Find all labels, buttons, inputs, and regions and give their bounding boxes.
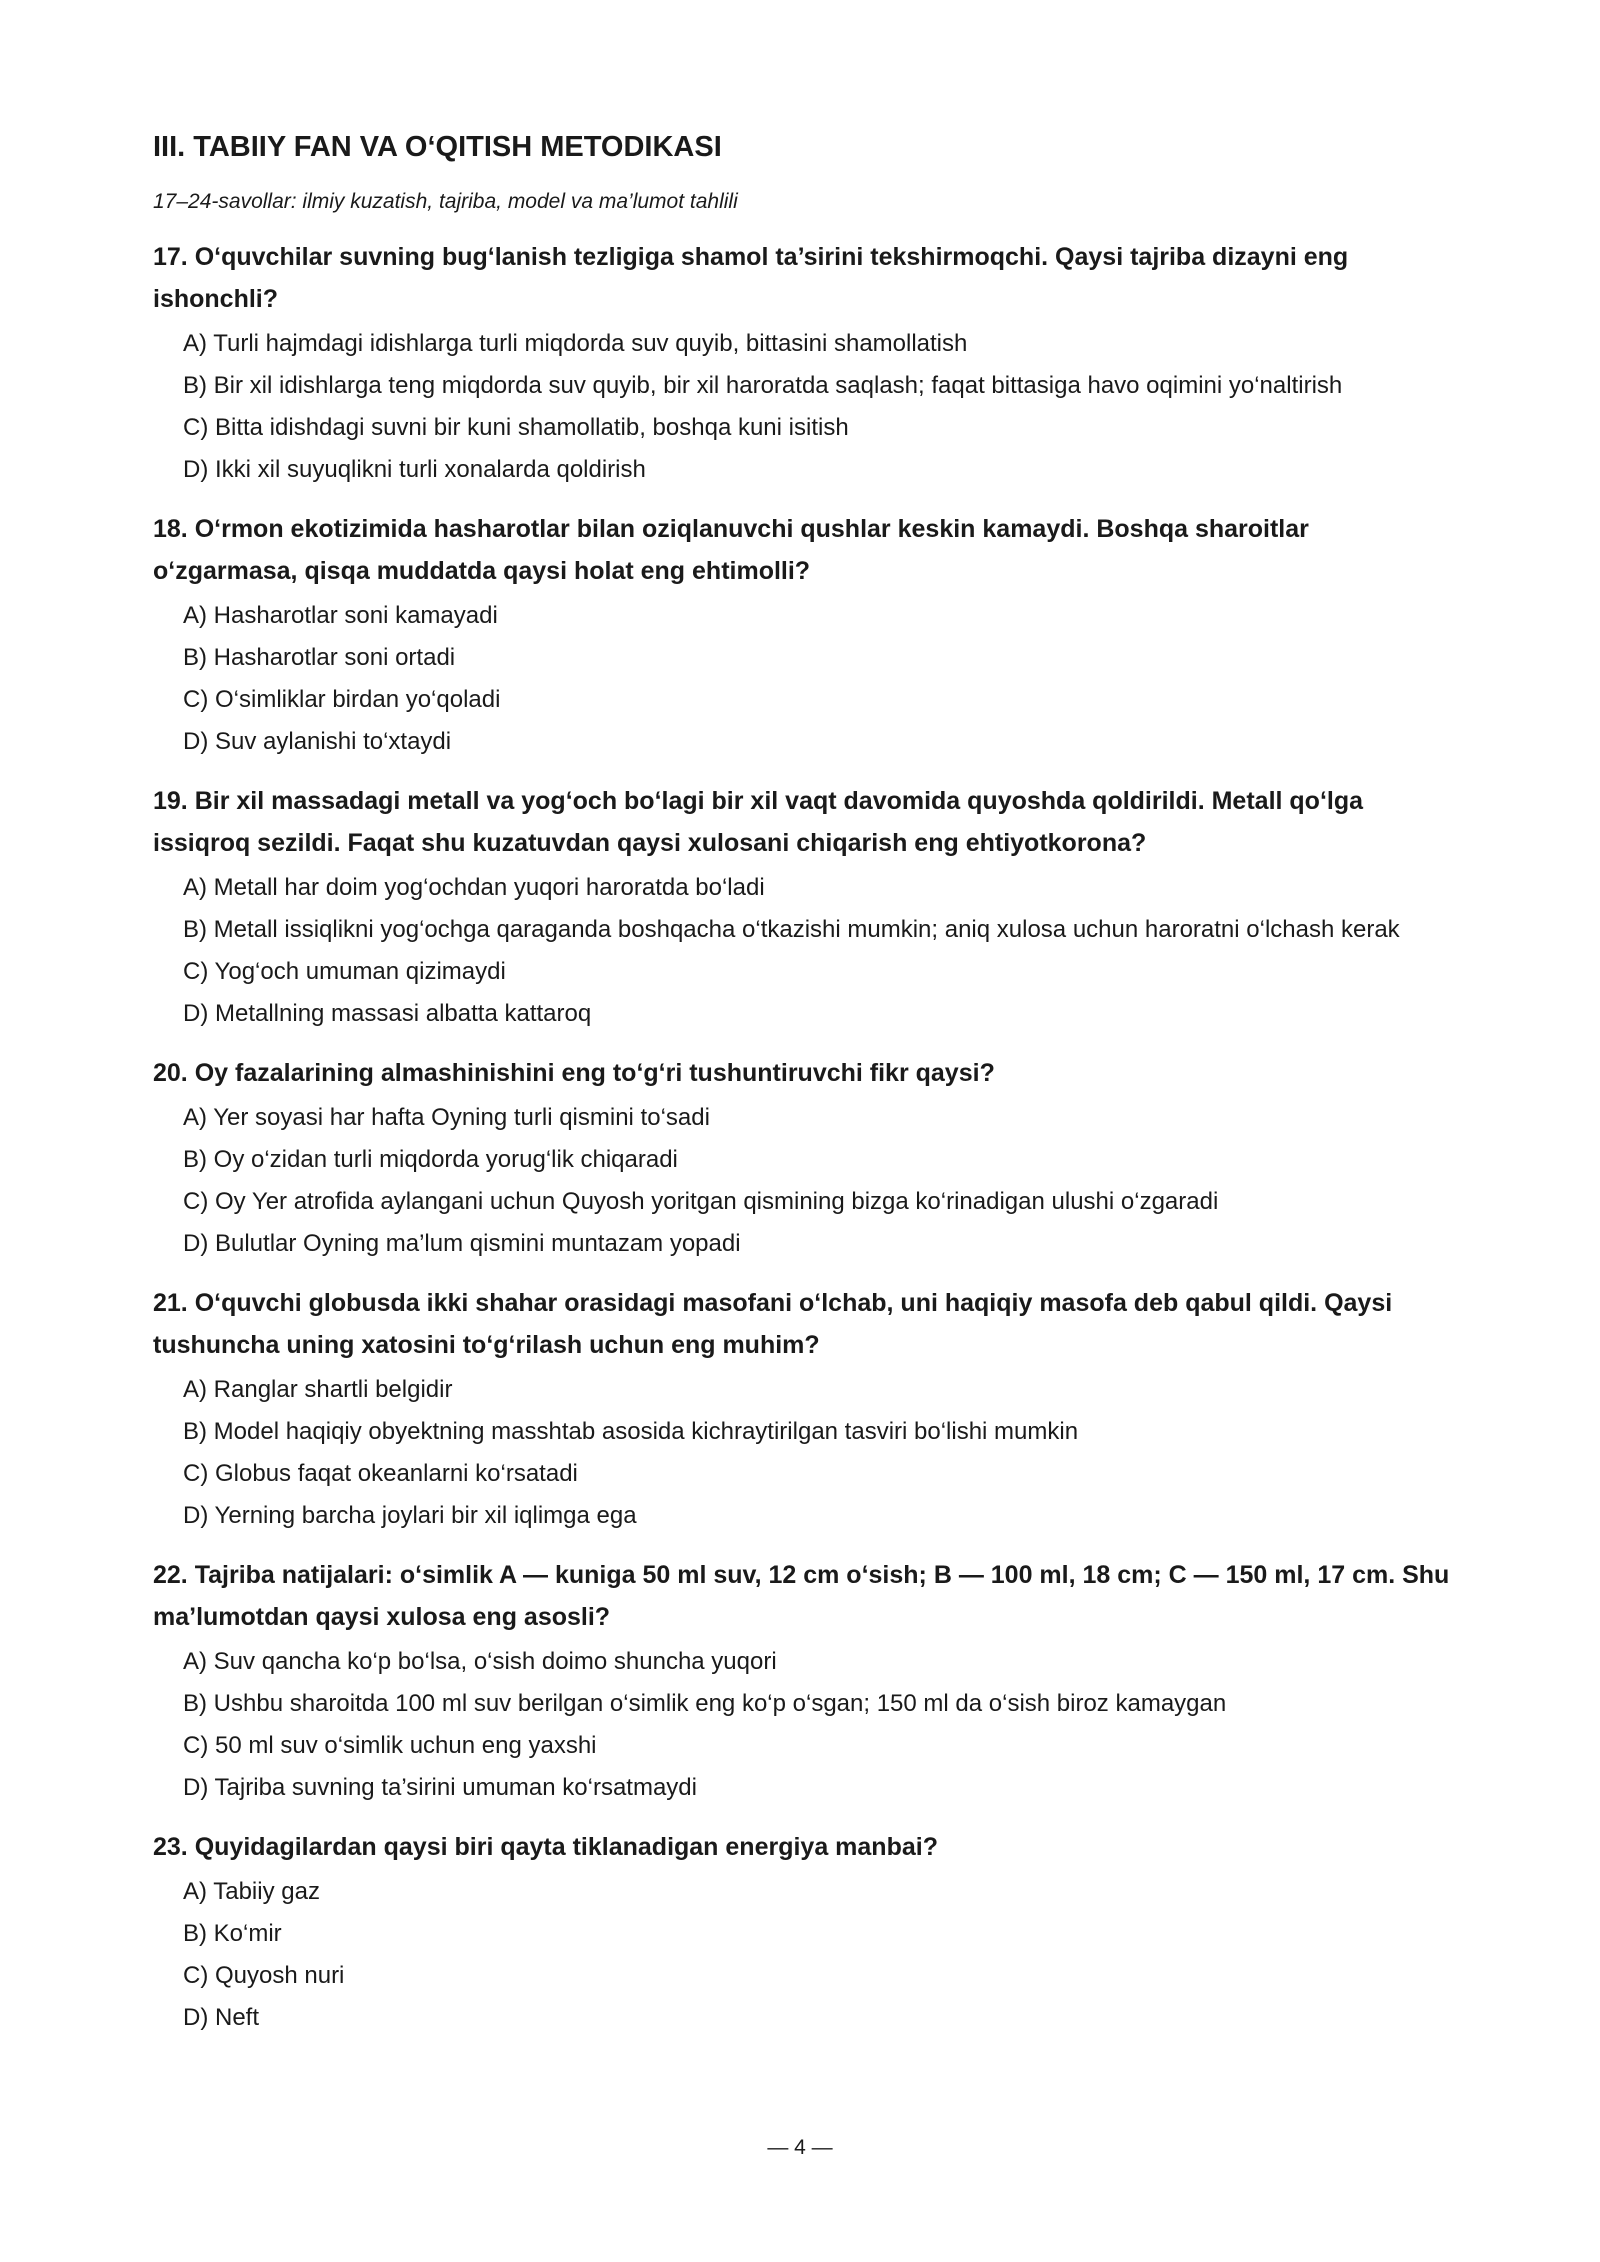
question-20 <box>153 1052 1453 1264</box>
option-a: A) Turli hajmdagi idishlarga turli miqdorda suv quyib, bittasini shamollatish <box>183 329 968 357</box>
question-18 <box>153 508 1453 762</box>
option-a: A) Metall har doim yog‘ochdan yuqori haroratda bo‘ladi <box>183 873 765 901</box>
option-c: C) Globus faqat okeanlarni ko‘rsatadi <box>183 1459 578 1487</box>
option-c: C) Oy Yer atrofida aylangani uchun Quyosh yoritgan qismining bizga ko‘rinadigan ulushi o‘zgaradi <box>183 1187 1219 1215</box>
option-c: C) O‘simliklar birdan yo‘qoladi <box>183 685 501 713</box>
option-c: C) Quyosh nuri <box>183 1961 345 1989</box>
question-23 <box>153 1826 1453 2038</box>
question-text: 18. O‘rmon ekotizimida hasharotlar bilan oziqlanuvchi qushlar keskin kamaydi. Boshqa sharoitlar o‘zgarmasa, qisqa muddatda qaysi holat eng ehtimolli? <box>153 514 1309 585</box>
option-list <box>153 596 1453 762</box>
option-list <box>153 1872 1453 2038</box>
document-page <box>153 130 1453 2056</box>
question-17 <box>153 236 1453 490</box>
question-21 <box>153 1282 1453 1536</box>
option-d: D) Bulutlar Oyning ma’lum qismini muntazam yopadi <box>183 1229 741 1257</box>
option-a: A) Hasharotlar soni kamayadi <box>183 601 498 629</box>
option-b: B) Ushbu sharoitda 100 ml suv berilgan o‘simlik eng ko‘p o‘sgan; 150 ml da o‘sish biroz kamaygan <box>183 1689 1227 1717</box>
option-c: C) Yog‘och umuman qizimaydi <box>183 957 506 985</box>
option-d: D) Metallning massasi albatta kattaroq <box>183 999 592 1027</box>
option-list <box>153 868 1453 1034</box>
question-text: 20. Oy fazalarining almashinishini eng to‘g‘ri tushuntiruvchi fikr qaysi? <box>153 1058 995 1087</box>
option-d: D) Neft <box>183 2003 260 2031</box>
option-a: A) Ranglar shartli belgidir <box>183 1375 453 1403</box>
option-list <box>153 1642 1453 1808</box>
option-b: B) Bir xil idishlarga teng miqdorda suv quyib, bir xil haroratda saqlash; faqat bittasiga havo oqimini yo‘naltirish <box>183 371 1343 399</box>
question-text: 19. Bir xil massadagi metall va yog‘och bo‘lagi bir xil vaqt davomida quyoshda qoldirildi. Metall qo‘lga issiqroq sezildi. Faqat shu kuzatuvdan qaysi xulosani chiqarish eng ehtiyotkorona? <box>153 786 1364 857</box>
option-d: D) Tajriba suvning ta’sirini umuman ko‘rsatmaydi <box>183 1773 697 1801</box>
option-a: A) Yer soyasi har hafta Oyning turli qismini to‘sadi <box>183 1103 710 1131</box>
question-text: 17. O‘quvchilar suvning bug‘lanish tezligiga shamol ta’sirini tekshirmoqchi. Qaysi tajriba dizayni eng ishonchli? <box>153 242 1349 313</box>
section-subtitle: 17–24-savollar: ilmiy kuzatish, tajriba, model va ma’lumot tahlili <box>153 189 738 213</box>
option-list <box>153 1098 1453 1264</box>
option-b: B) Metall issiqlikni yog‘ochga qaraganda boshqacha o‘tkazishi mumkin; aniq xulosa uchun haroratni o‘lchash kerak <box>183 915 1400 943</box>
option-list <box>153 324 1453 490</box>
question-19 <box>153 780 1453 1034</box>
section-title: III. TABIIY FAN VA O‘QITISH METODIKASI <box>153 131 722 163</box>
option-d: D) Suv aylanishi to‘xtaydi <box>183 727 452 755</box>
question-text: 21. O‘quvchi globusda ikki shahar orasidagi masofani o‘lchab, uni haqiqiy masofa deb qabul qildi. Qaysi tushuncha uning xatosini to‘g‘rilash uchun eng muhim? <box>153 1288 1393 1359</box>
option-c: C) Bitta idishdagi suvni bir kuni shamollatib, boshqa kuni isitish <box>183 413 849 441</box>
page-number: — 4 — <box>767 2136 833 2159</box>
option-b: B) Oy o‘zidan turli miqdorda yorug‘lik chiqaradi <box>183 1145 678 1173</box>
option-a: A) Suv qancha ko‘p bo‘lsa, o‘sish doimo shuncha yuqori <box>183 1647 777 1675</box>
question-22 <box>153 1554 1453 1808</box>
option-list <box>153 1370 1453 1536</box>
option-b: B) Model haqiqiy obyektning masshtab asosida kichraytirilgan tasviri bo‘lishi mumkin <box>183 1417 1079 1445</box>
option-d: D) Yerning barcha joylari bir xil iqlimga ega <box>183 1501 637 1529</box>
question-text: 22. Tajriba natijalari: o‘simlik A — kuniga 50 ml suv, 12 cm o‘sish; B — 100 ml, 18 cm; C — 150 ml, 17 cm. Shu ma’lumotdan qaysi xulosa eng asosli? <box>153 1560 1450 1631</box>
option-a: A) Tabiiy gaz <box>183 1877 320 1905</box>
option-c: C) 50 ml suv o‘simlik uchun eng yaxshi <box>183 1731 597 1759</box>
option-b: B) Ko‘mir <box>183 1919 282 1947</box>
option-d: D) Ikki xil suyuqlikni turli xonalarda qoldirish <box>183 455 646 483</box>
question-text: 23. Quyidagilardan qaysi biri qayta tiklanadigan energiya manbai? <box>153 1832 938 1861</box>
option-b: B) Hasharotlar soni ortadi <box>183 643 456 671</box>
